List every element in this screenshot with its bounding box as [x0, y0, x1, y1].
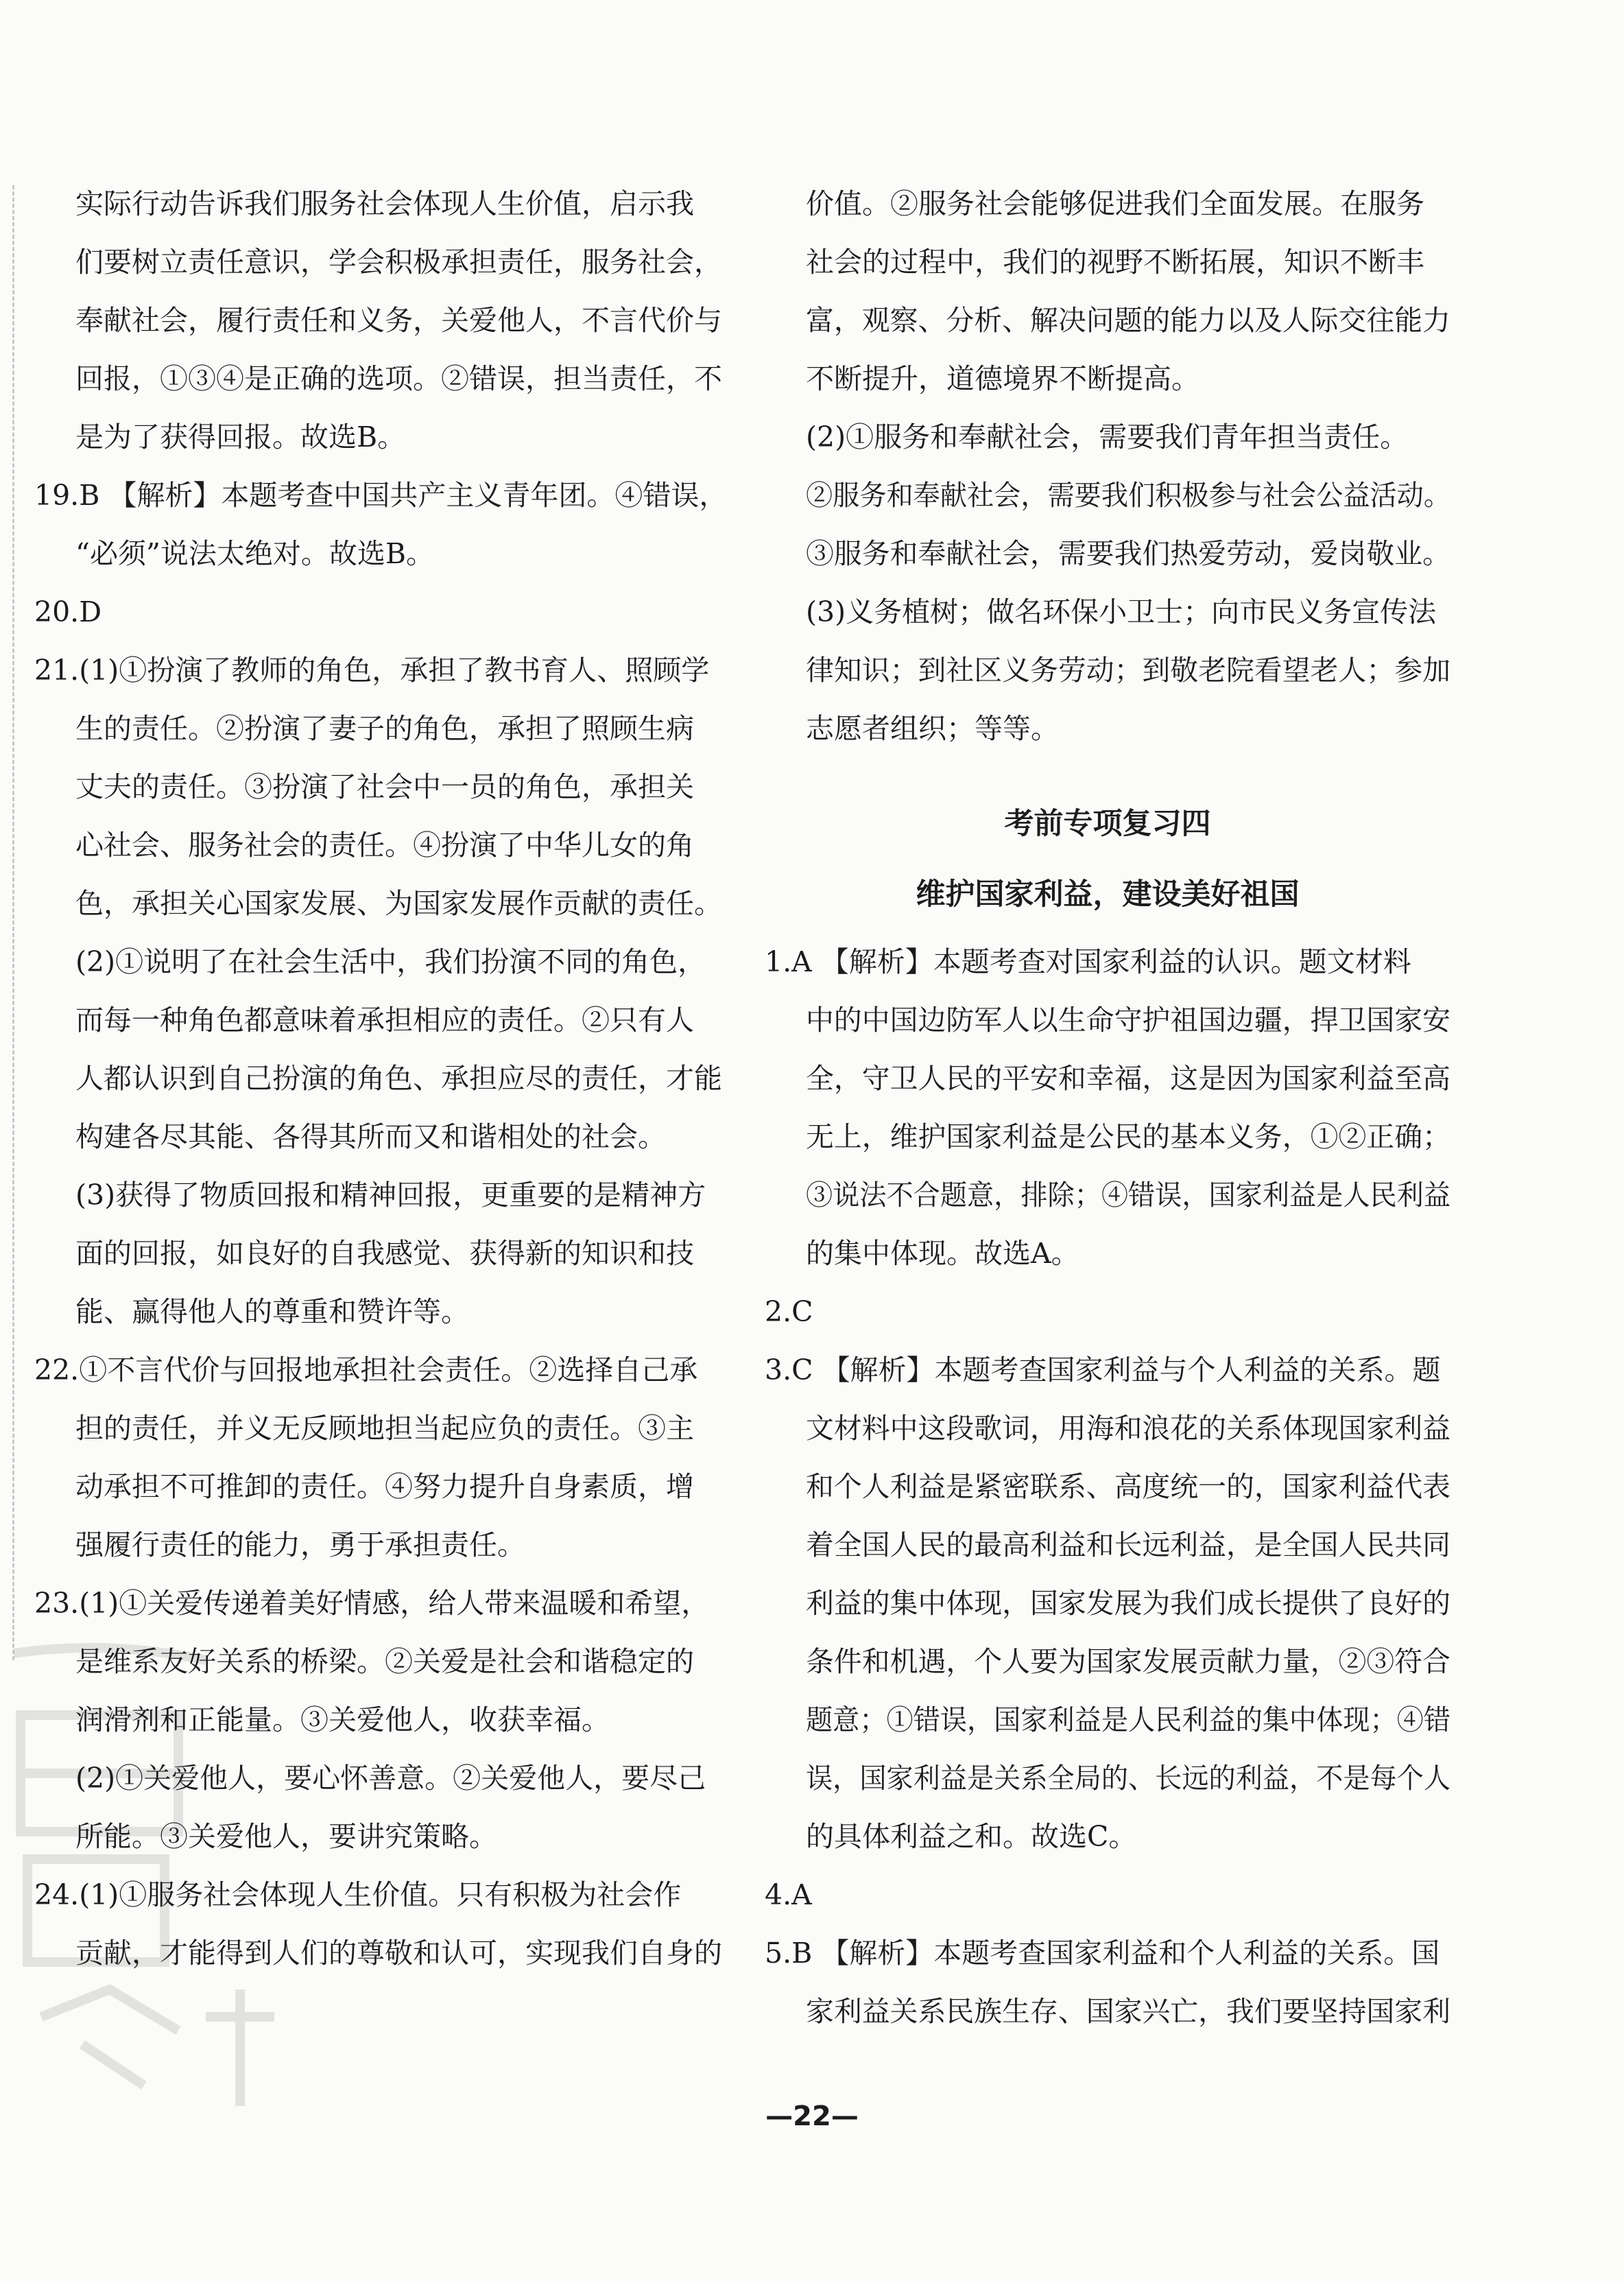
- right-line: 着全国人民的最高利益和长远利益，是全国人民共同: [806, 1528, 1450, 1561]
- right-line: 的集中体现。故选A。: [806, 1237, 1079, 1270]
- section-title: 考前专项复习四: [1004, 807, 1211, 841]
- right-line: 无上，维护国家利益是公民的基本义务，①②正确；: [806, 1120, 1450, 1153]
- item-24: 24.(1)①服务社会体现人生价值。只有积极为社会作: [34, 1878, 682, 1911]
- left-line: (2)①说明了在社会生活中，我们扮演不同的角色，: [75, 945, 706, 978]
- left-line: 动承担不可推卸的责任。④努力提升自身素质，增: [75, 1470, 694, 1503]
- left-line: 能、赢得他人的尊重和赞许等。: [75, 1295, 469, 1328]
- right-line: 家利益关系民族生存、国家兴亡，我们要坚持国家利: [806, 1995, 1450, 2028]
- left-line: 实际行动告诉我们服务社会体现人生价值，启示我: [75, 187, 694, 220]
- section-subtitle: 维护国家利益，建设美好祖国: [916, 877, 1300, 912]
- right-line: 富，观察、分析、解决问题的能力以及人际交往能力: [806, 304, 1450, 337]
- right-line: 和个人利益是紧密联系、高度统一的，国家利益代表: [806, 1470, 1450, 1503]
- right-line: ③服务和奉献社会，需要我们热爱劳动，爱岗敬业。: [806, 537, 1450, 570]
- right-line: 不断提升，道德境界不断提高。: [806, 362, 1199, 395]
- left-line: 人都认识到自己扮演的角色、承担应尽的责任，才能: [75, 1062, 722, 1095]
- left-line: 强履行责任的能力，勇于承担责任。: [75, 1528, 525, 1561]
- left-line: 构建各尽其能、各得其所而又和谐相处的社会。: [75, 1120, 666, 1153]
- right-line: 律知识；到社区义务劳动；到敬老院看望老人；参加: [806, 654, 1450, 687]
- right-line: 利益的集中体现，国家发展为我们成长提供了良好的: [806, 1587, 1450, 1620]
- right-line: 误，国家利益是关系全局的、长远的利益，不是每个人: [806, 1762, 1450, 1795]
- right-line: (2)①服务和奉献社会，需要我们青年担当责任。: [806, 421, 1409, 453]
- right-line: 志愿者组织；等等。: [806, 712, 1059, 745]
- right-line: (3)义务植树；做名环保小卫士；向市民义务宣传法: [806, 595, 1437, 628]
- right-line: ③说法不合题意，排除；④错误，国家利益是人民利益: [806, 1179, 1450, 1212]
- right-line: ②服务和奉献社会，需要我们积极参与社会公益活动。: [806, 479, 1450, 512]
- right-line: 中的中国边防军人以生命守护祖国边疆，捍卫国家安: [806, 1004, 1450, 1037]
- left-line: 丈夫的责任。③扮演了社会中一员的角色，承担关: [75, 770, 694, 803]
- item-5: 5.B 【解析】本题考查国家利益和个人利益的关系。国: [765, 1937, 1440, 1970]
- item-22: 22.①不言代价与回报地承担社会责任。②选择自己承: [34, 1354, 698, 1386]
- left-line: 色，承担关心国家发展、为国家发展作贡献的责任。: [75, 887, 722, 920]
- left-line: “必须”说法太绝对。故选B。: [75, 537, 435, 570]
- left-line: 而每一种角色都意味着承担相应的责任。②只有人: [75, 1004, 694, 1037]
- item-2: 2.C: [765, 1295, 813, 1328]
- item-20: 20.D: [34, 595, 102, 628]
- left-line: 回报，①③④是正确的选项。②错误，担当责任，不: [75, 362, 722, 395]
- right-line: 社会的过程中，我们的视野不断拓展，知识不断丰: [806, 246, 1424, 279]
- left-line: 润滑剂和正能量。③关爱他人，收获幸福。: [75, 1703, 610, 1736]
- left-line: 担的责任，并义无反顾地担当起应负的责任。③主: [75, 1412, 694, 1445]
- left-line: 心社会、服务社会的责任。④扮演了中华儿女的角: [75, 829, 694, 862]
- item-19: 19.B 【解析】本题考查中国共产主义青年团。④错误，: [34, 479, 728, 512]
- right-line: 题意；①错误，国家利益是人民利益的集中体现；④错: [806, 1703, 1450, 1736]
- left-line: 生的责任。②扮演了妻子的角色，承担了照顾生病: [75, 712, 694, 745]
- left-line: 贡献，才能得到人们的尊敬和认可，实现我们自身的: [75, 1937, 722, 1970]
- right-line: 文材料中这段歌词，用海和浪花的关系体现国家利益: [806, 1412, 1450, 1445]
- left-line: 面的回报，如良好的自我感觉、获得新的知识和技: [75, 1237, 694, 1270]
- right-line: 的具体利益之和。故选C。: [806, 1820, 1137, 1853]
- left-line: 所能。③关爱他人，要讲究策略。: [75, 1820, 497, 1853]
- right-line: 价值。②服务社会能够促进我们全面发展。在服务: [806, 187, 1424, 220]
- left-line: 奉献社会，履行责任和义务，关爱他人，不言代价与: [75, 304, 722, 337]
- item-1: 1.A 【解析】本题考查对国家利益的认识。题文材料: [765, 945, 1411, 978]
- item-21: 21.(1)①扮演了教师的角色，承担了教书育人、照顾学: [34, 654, 710, 687]
- left-line: 是维系友好关系的桥梁。②关爱是社会和谐稳定的: [75, 1645, 694, 1678]
- item-4: 4.A: [765, 1878, 812, 1911]
- right-line: 条件和机遇，个人要为国家发展贡献力量，②③符合: [806, 1645, 1450, 1678]
- item-23: 23.(1)①关爱传递着美好情感，给人带来温暖和希望，: [34, 1587, 710, 1620]
- left-line: 们要树立责任意识，学会积极承担责任，服务社会，: [75, 246, 722, 279]
- left-line: (3)获得了物质回报和精神回报，更重要的是精神方: [75, 1179, 706, 1212]
- page-number: —22—: [765, 2101, 859, 2132]
- left-line: (2)①关爱他人，要心怀善意。②关爱他人，要尽己: [75, 1762, 706, 1795]
- right-line: 全，守卫人民的平安和幸福，这是因为国家利益至高: [806, 1062, 1450, 1095]
- binding-margin-line: [12, 185, 14, 1660]
- left-line: 是为了获得回报。故选B。: [75, 421, 406, 453]
- item-3: 3.C 【解析】本题考查国家利益与个人利益的关系。题: [765, 1354, 1441, 1386]
